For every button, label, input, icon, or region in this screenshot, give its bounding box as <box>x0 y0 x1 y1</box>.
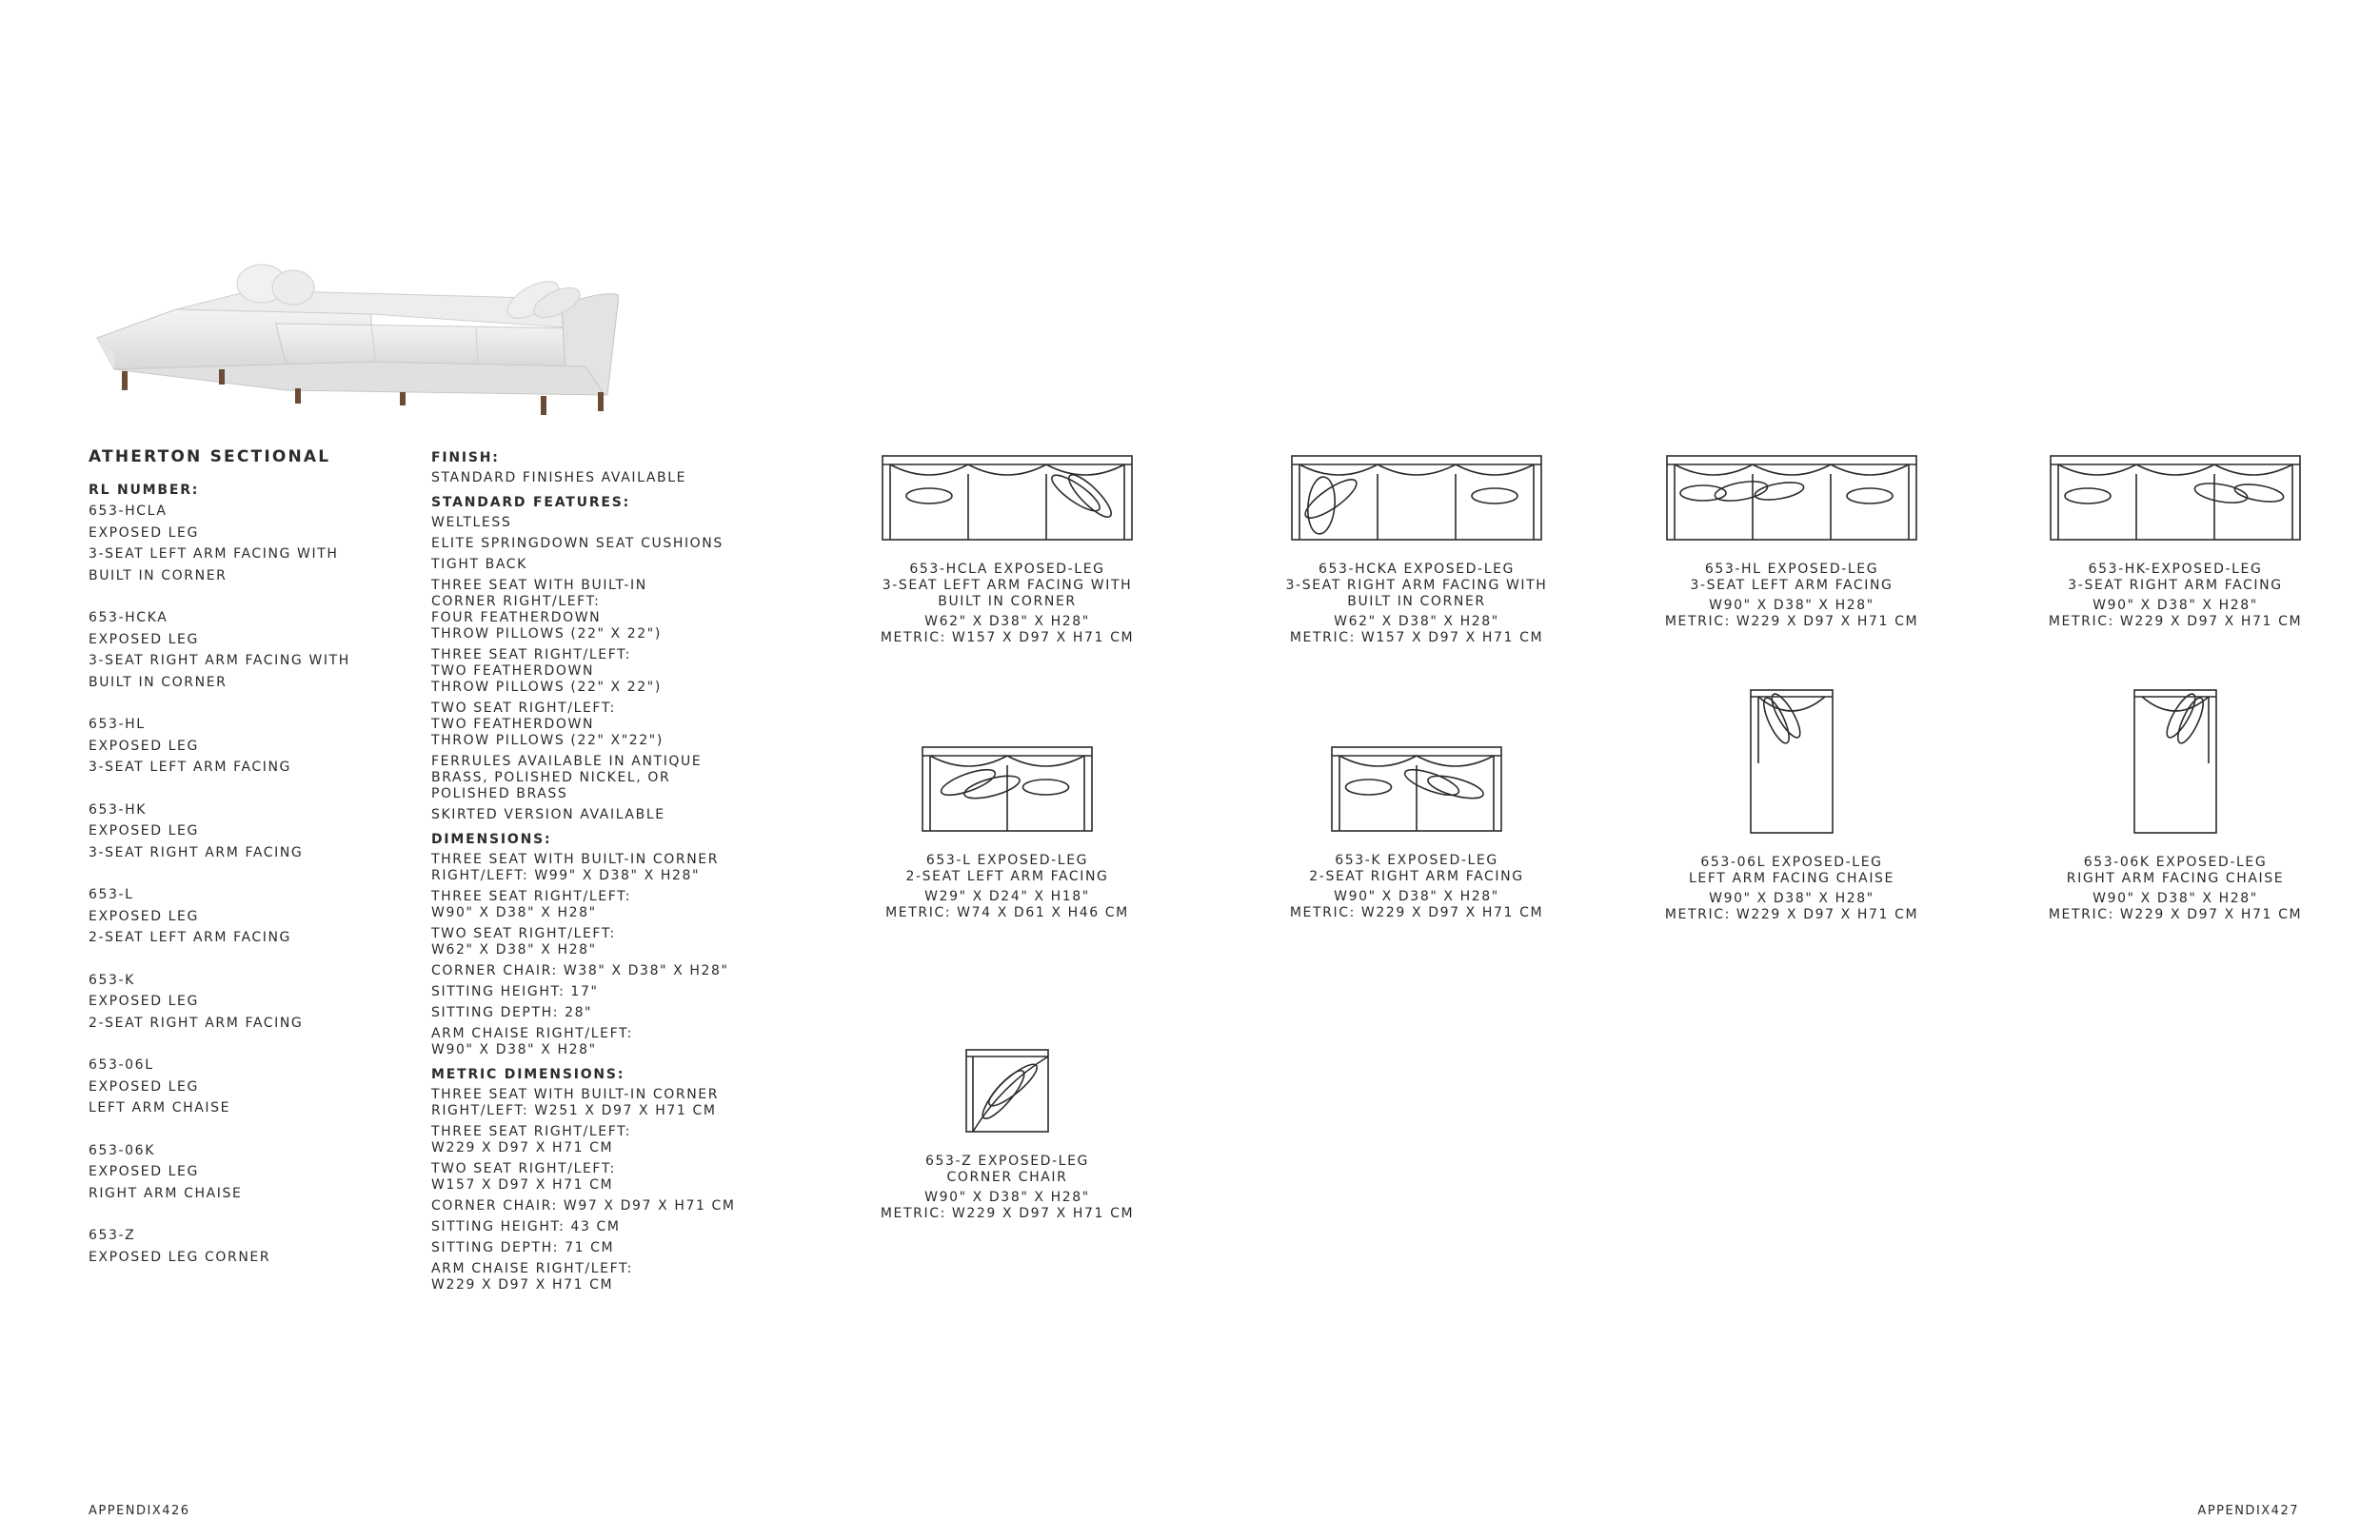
spec-line: ELITE SPRINGDOWN SEAT CUSHIONS <box>431 536 724 551</box>
diagram-k <box>1217 744 1616 920</box>
seat-back-curve <box>1007 756 1084 766</box>
diagram-name-line: RIGHT ARM FACING CHAISE <box>2066 871 2285 886</box>
diagram-hcla <box>807 453 1207 645</box>
rl-description-line: 3-SEAT LEFT ARM FACING WITH <box>89 546 339 562</box>
seat-back-curve <box>2136 464 2214 475</box>
diagram-dimension-line: W29" X D24" X H18" <box>924 889 1090 904</box>
spec-line: THREE SEAT WITH BUILT-IN CORNER RIGHT/LEFT: W99" X D38" X H28" <box>431 852 720 883</box>
diagram-dimension-line: METRIC: W229 X D97 X H71 CM <box>1664 613 1919 629</box>
pillow-shape <box>1714 478 1769 503</box>
diagram-l <box>807 744 1207 920</box>
pillow-shape <box>1063 469 1116 522</box>
diagram-dimension-line: W62" X D38" X H28" <box>1334 614 1499 629</box>
diagram-name-line: 653-Z EXPOSED-LEG <box>925 1154 1089 1169</box>
diagram-name-line: 653-06K EXPOSED-LEG <box>2083 855 2268 870</box>
seat-back-curve <box>1456 464 1534 475</box>
spec-line: THREE SEAT RIGHT/LEFT: W90" X D38" X H28" <box>431 889 632 920</box>
rl-item <box>89 607 403 693</box>
pillow-shape <box>939 764 999 800</box>
seat-back-curve <box>2058 464 2136 475</box>
pillow-shape <box>1847 488 1893 503</box>
diagram-name <box>807 1154 1207 1186</box>
spec-line: SITTING DEPTH: 71 CM <box>431 1240 615 1255</box>
diagram-hk <box>1975 453 2375 629</box>
rl-item <box>89 800 403 864</box>
diagram-dimensions <box>807 614 1207 645</box>
pillow-shape <box>906 488 952 503</box>
rl-description-line: EXPOSED LEG <box>89 994 199 1009</box>
diagram-name-line: LEFT ARM FACING CHAISE <box>1688 871 1894 886</box>
seat-back-curve <box>1046 464 1124 475</box>
sofa-outline <box>1667 456 1916 540</box>
diagram-dimensions <box>807 1190 1207 1221</box>
pillow-shape <box>1680 485 1726 501</box>
diagram-name-line: 653-HCLA EXPOSED-LEG <box>909 562 1105 577</box>
spec-line: ARM CHAISE RIGHT/LEFT: W90" X D38" X H28" <box>431 1026 633 1057</box>
rl-item <box>89 1140 403 1205</box>
diagram-dimension-line: METRIC: W229 X D97 X H71 CM <box>1664 906 1919 922</box>
seat-back-curve <box>968 464 1046 475</box>
rl-number: 653-L <box>89 887 134 902</box>
specifications <box>431 447 774 1299</box>
diagram-06l <box>1592 687 1992 922</box>
seat-back-curve <box>1339 756 1417 766</box>
spec-section <box>431 492 774 823</box>
spec-section <box>431 447 774 486</box>
pillow-shape <box>1767 690 1805 740</box>
sofa-plan-drawing <box>1748 687 1835 836</box>
spec-line: TIGHT BACK <box>431 557 527 572</box>
diagram-hcka <box>1217 453 1616 645</box>
rl-description-line: EXPOSED LEG <box>89 1078 199 1095</box>
diagram-dimensions <box>1975 891 2375 922</box>
rl-item <box>89 714 403 779</box>
rl-items <box>89 501 403 1268</box>
pillow-shape <box>2065 488 2111 503</box>
rl-number: 653-Z <box>89 1228 136 1243</box>
rl-description-line: LEFT ARM CHAISE <box>89 1100 231 1116</box>
spec-line: SITTING DEPTH: 28" <box>431 1005 593 1020</box>
seat-back-curve <box>1675 464 1753 475</box>
rl-description-line: EXPOSED LEG <box>89 908 199 924</box>
diagram-dimension-line: METRIC: W74 X D61 X H46 CM <box>885 904 1129 920</box>
seat-back-curve <box>1831 464 1909 475</box>
rl-item <box>89 501 403 586</box>
diagram-dimension-line: W62" X D38" X H28" <box>924 614 1090 629</box>
diagram-dimensions <box>1217 614 1616 645</box>
spec-line: WELTLESS <box>431 515 512 530</box>
pillow-shape <box>1759 695 1794 746</box>
diagram-name-line: 653-HCKA EXPOSED-LEG <box>1319 562 1515 577</box>
sofa-outline <box>2051 456 2300 540</box>
rl-number: 653-06K <box>89 1142 155 1158</box>
spec-heading: FINISH: <box>431 450 500 465</box>
spec-line: TWO SEAT RIGHT/LEFT: TWO FEATHERDOWN THROW PILLOWS (22" X"22") <box>431 701 664 748</box>
rl-item <box>89 884 403 949</box>
diagram-dimension-line: W90" X D38" X H28" <box>1709 891 1874 906</box>
footer-left-page: APPENDIX426 <box>89 1504 190 1518</box>
diagram-name <box>1975 562 2375 594</box>
rl-item <box>89 1055 403 1119</box>
rl-description-line: EXPOSED LEG <box>89 1164 199 1179</box>
spec-line: TWO SEAT RIGHT/LEFT: W62" X D38" X H28" <box>431 926 616 958</box>
rl-number: 653-HK <box>89 801 148 818</box>
diagram-dimensions <box>1975 598 2375 629</box>
rl-description-line: EXPOSED LEG <box>89 823 199 839</box>
diagram-name <box>1592 562 1992 594</box>
rl-number: 653-HCKA <box>89 610 169 625</box>
spec-line: CORNER CHAIR: W97 X D97 X H71 CM <box>431 1198 736 1214</box>
spec-line: SITTING HEIGHT: 17" <box>431 984 599 999</box>
diagram-dimension-line: METRIC: W229 X D97 X H71 CM <box>1289 904 1544 920</box>
diagram-dimension-line: METRIC: W229 X D97 X H71 CM <box>2048 613 2303 629</box>
diagram-name-line: 3-SEAT RIGHT ARM FACING <box>2068 578 2283 593</box>
diagram-dimensions <box>1592 891 1992 922</box>
pillow-shape <box>1426 772 1486 803</box>
diagram-name-line: 653-K EXPOSED-LEG <box>1335 853 1498 868</box>
pillow-shape <box>1472 488 1517 503</box>
seat-back-curve <box>1753 464 1831 475</box>
rl-description-line: EXPOSED LEG <box>89 738 199 754</box>
spec-section <box>431 829 774 1058</box>
sofa-plan-drawing <box>2132 687 2219 836</box>
spec-line: SKIRTED VERSION AVAILABLE <box>431 807 665 822</box>
footer-right-page: APPENDIX427 <box>2197 1504 2299 1518</box>
diagram-dimensions <box>1217 889 1616 920</box>
diagram-name-line: CORNER CHAIR <box>946 1170 1068 1185</box>
diagram-dimension-line: W90" X D38" X H28" <box>1709 598 1874 613</box>
diagram-name <box>1975 855 2375 887</box>
pillow-shape <box>2193 480 2249 505</box>
rl-description-line: 2-SEAT RIGHT ARM FACING <box>89 1015 304 1031</box>
diagram-dimension-line: METRIC: W229 X D97 X H71 CM <box>2048 906 2303 922</box>
diagram-name-line: 2-SEAT RIGHT ARM FACING <box>1309 869 1524 884</box>
spec-line: FERRULES AVAILABLE IN ANTIQUE BRASS, POLISHED NICKEL, OR POLISHED BRASS <box>431 754 703 801</box>
rl-item <box>89 1225 403 1268</box>
diagram-name-line: 3-SEAT LEFT ARM FACING <box>1690 578 1894 593</box>
pillow-shape <box>962 772 1022 803</box>
diagram-name <box>807 853 1207 885</box>
product-list <box>89 447 403 1289</box>
rl-description-line: EXPOSED LEG <box>89 524 199 541</box>
rl-description-line: RIGHT ARM CHAISE <box>89 1185 243 1201</box>
spec-line: TWO SEAT RIGHT/LEFT: W157 X D97 X H71 CM <box>431 1161 616 1193</box>
pillow-shape <box>1023 780 1069 795</box>
spec-line: THREE SEAT WITH BUILT-IN CORNER RIGHT/LEFT: W251 X D97 X H71 CM <box>431 1087 720 1118</box>
rl-description-line: BUILT IN CORNER <box>89 567 228 583</box>
spec-line: CORNER CHAIR: W38" X D38" X H28" <box>431 963 729 978</box>
rl-description-line: 3-SEAT RIGHT ARM FACING WITH <box>89 653 350 668</box>
diagram-name-line: 653-L EXPOSED-LEG <box>925 853 1089 868</box>
sofa-photo <box>86 257 619 424</box>
spec-line: THREE SEAT WITH BUILT-IN CORNER RIGHT/LEFT: FOUR FEATHERDOWN THROW PILLOWS (22" X 22") <box>431 578 662 642</box>
seat-back-curve <box>1378 464 1456 475</box>
rl-description-line: EXPOSED LEG CORNER <box>89 1249 271 1265</box>
sofa-plan-drawing <box>963 1047 1051 1135</box>
diagram-hl <box>1592 453 1992 629</box>
diagram-dimensions <box>1592 598 1992 629</box>
seat-back-curve <box>1417 756 1494 766</box>
diagram-name-line: 2-SEAT LEFT ARM FACING <box>905 869 1109 884</box>
diagram-06k <box>1975 687 2375 922</box>
diagram-name-line: 653-06L EXPOSED-LEG <box>1700 855 1883 870</box>
diagram-dimension-line: W90" X D38" X H28" <box>2092 598 2258 613</box>
diagram-dimension-line: METRIC: W157 X D97 X H71 CM <box>1289 629 1544 645</box>
spec-heading: DIMENSIONS: <box>431 832 552 847</box>
product-title: ATHERTON SECTIONAL <box>89 447 331 466</box>
rl-description-line: EXPOSED LEG <box>89 631 199 647</box>
diagram-name-line: 653-HL EXPOSED-LEG <box>1704 562 1879 577</box>
diagram-name <box>1217 562 1616 610</box>
sofa-plan-drawing <box>1664 453 1919 543</box>
diagram-name <box>807 562 1207 610</box>
sofa-plan-drawing <box>2048 453 2303 543</box>
pillow-shape <box>1346 780 1392 795</box>
diagram-name-line: 3-SEAT LEFT ARM FACING WITH <box>882 578 1133 593</box>
rl-description-line: 3-SEAT LEFT ARM FACING <box>89 760 291 775</box>
spec-line: SITTING HEIGHT: 43 CM <box>431 1219 621 1234</box>
pillow-shape <box>2162 690 2200 740</box>
spec-line: THREE SEAT RIGHT/LEFT: TWO FEATHERDOWN THROW PILLOWS (22" X 22") <box>431 647 662 695</box>
rl-description-line: BUILT IN CORNER <box>89 674 228 690</box>
rl-number: 653-HL <box>89 717 146 732</box>
spec-heading: STANDARD FEATURES: <box>431 495 631 510</box>
seat-back-curve <box>890 464 968 475</box>
sofa-plan-drawing <box>920 744 1095 834</box>
seat-back-curve <box>2214 464 2292 475</box>
seat-back-curve <box>1299 464 1378 475</box>
spec-heading: METRIC DIMENSIONS: <box>431 1067 625 1082</box>
rl-description-line: 3-SEAT RIGHT ARM FACING <box>89 844 304 860</box>
diagram-name-line: BUILT IN CORNER <box>1347 594 1486 609</box>
seat-back-curve <box>930 756 1007 766</box>
diagram-dimension-line: METRIC: W229 X D97 X H71 CM <box>880 1205 1135 1221</box>
spec-section <box>431 1064 774 1293</box>
sofa-plan-drawing <box>1329 744 1504 834</box>
rl-item <box>89 970 403 1035</box>
diagram-dimension-line: W90" X D38" X H28" <box>2092 891 2258 906</box>
rl-number: 653-06L <box>89 1057 154 1073</box>
sofa-plan-drawing <box>880 453 1135 543</box>
diagram-name <box>1592 855 1992 887</box>
diagram-name-line: 3-SEAT RIGHT ARM FACING WITH <box>1285 578 1548 593</box>
diagram-dimensions <box>807 889 1207 920</box>
rl-description-line: 2-SEAT LEFT ARM FACING <box>89 930 291 945</box>
diagram-dimension-line: METRIC: W157 X D97 X H71 CM <box>880 629 1135 645</box>
diagram-name <box>1217 853 1616 885</box>
rl-number: 653-HCLA <box>89 503 168 519</box>
spec-line: THREE SEAT RIGHT/LEFT: W229 X D97 X H71 CM <box>431 1124 632 1155</box>
rl-number: 653-K <box>89 972 135 988</box>
diagram-z <box>807 1047 1207 1221</box>
diagram-dimension-line: W90" X D38" X H28" <box>1334 889 1499 904</box>
spec-line: ARM CHAISE RIGHT/LEFT: W229 X D97 X H71 CM <box>431 1261 633 1293</box>
sofa-plan-drawing <box>1289 453 1544 543</box>
diagram-name-line: BUILT IN CORNER <box>938 594 1077 609</box>
diagram-name-line: 653-HK-EXPOSED-LEG <box>2088 562 2263 577</box>
spec-line: STANDARD FINISHES AVAILABLE <box>431 470 687 485</box>
diagram-dimension-line: W90" X D38" X H28" <box>924 1190 1090 1205</box>
rl-number-label: RL NUMBER: <box>89 483 200 498</box>
pillow-shape <box>2173 695 2208 746</box>
sofa-outline <box>966 1050 1048 1132</box>
